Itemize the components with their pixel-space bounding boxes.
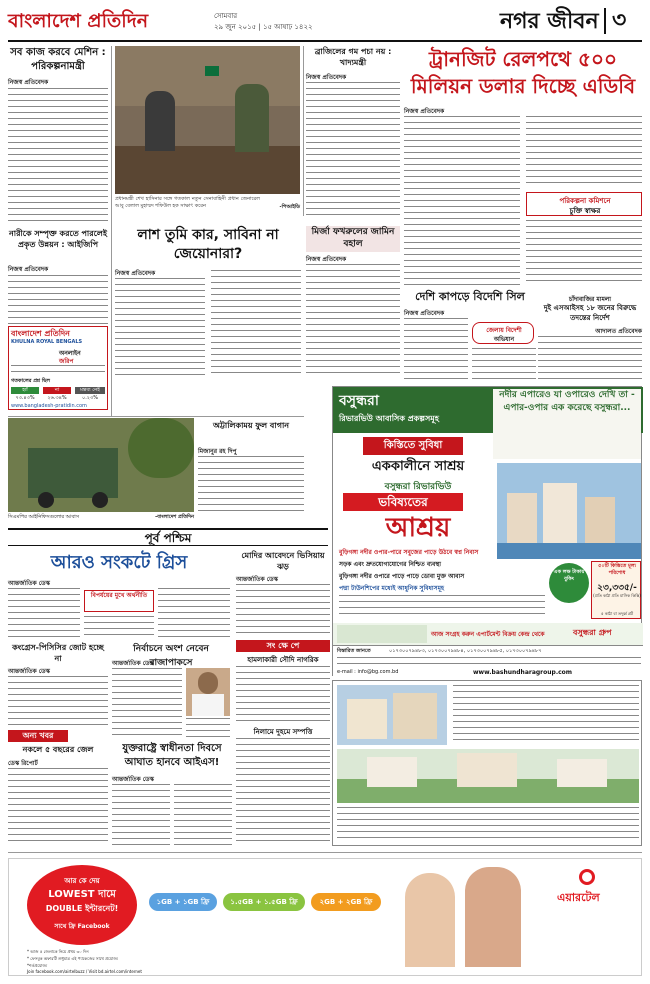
page-number: ৩	[612, 8, 627, 33]
story-modi	[236, 550, 330, 638]
truck-photo	[8, 418, 194, 512]
story-sabina	[115, 226, 301, 376]
strip-building-2	[393, 693, 437, 739]
story-chandpur	[538, 294, 642, 384]
model-1	[405, 873, 455, 967]
photo-wheel-1	[38, 492, 54, 508]
sangkhepe-text-1	[236, 666, 330, 722]
date-weekday: সোমবার	[214, 12, 238, 20]
airtel-line3: DOUBLE ইন্টারনেট!	[45, 904, 119, 913]
ad-contact-band	[333, 645, 643, 677]
contact-website[interactable]: www.bashundharagroup.com	[473, 669, 573, 676]
byline: নিজস্ব প্রতিবেদক	[404, 310, 445, 317]
plot-note: ৫ কাঠা বা তদূর্ধ্ব প্লট	[600, 611, 634, 616]
story-women-safety	[8, 228, 108, 324]
body-text	[198, 456, 304, 512]
section-rule	[8, 416, 304, 417]
ad-booking-circle	[549, 563, 589, 603]
headline: দেশি কাপড়ে বিদেশি সিল	[415, 290, 525, 303]
bullet-2: সড়ক এবং দ্রুতযোগাযোগের নিশ্চিত ব্যবস্থা	[339, 561, 441, 568]
callout-line2: অভিযান	[493, 336, 515, 343]
ad-logo-badges	[337, 625, 427, 643]
ad-riverview: বসুন্ধরা রিভারভিউ	[384, 482, 452, 492]
ad-project: রিভারভিউ আবাসিক প্রকল্পসমূহ	[339, 414, 439, 423]
greece-callout: বিপর্যয়ের মুখে অর্থনীতি	[84, 590, 154, 612]
transit-callout	[526, 192, 642, 216]
anya-label: অন্য খবর	[8, 730, 68, 742]
headline: নির্বাচনে অংশ নেবেন রাজাপাকসে	[133, 644, 209, 668]
body-text-col1	[115, 278, 205, 376]
bashundhara-ad[interactable]	[332, 386, 642, 676]
sangkhepe-text-2	[236, 738, 330, 846]
story-congress	[8, 642, 108, 728]
poll-question	[11, 365, 105, 377]
photo-flag	[205, 66, 219, 76]
ad-photo-strip	[337, 685, 447, 745]
bullet-4: পদ্মা টাউনশিপের মধ্যেই আধুনিক সুবিধাসমূহ	[339, 585, 445, 592]
airtel-footnote-1: * আজ ৫ জেলাকে নিয়ে প্রথম ৩০ দিন	[27, 949, 89, 954]
poll-yes: হ্যাঁ	[11, 387, 39, 394]
ad-cta[interactable]: আজ সংগ্রহ করুন এপার্টমেন্ট বিক্রয় কেন্দ্র থেকে	[431, 631, 545, 638]
airtel-url[interactable]: Join facebook.com/airtelbuzz / Visit bd.airtel.com/internet	[27, 969, 142, 974]
callout-line1: পরিকল্পনা কমিশনে	[559, 197, 611, 205]
body-text	[538, 336, 642, 384]
poll-subtitle: KHULNA ROYAL BENGALS	[11, 339, 83, 345]
ad-bullets-area	[339, 547, 545, 617]
headline: ব্রাজিলের গম পচা নয় : খাদ্যমন্ত্রী	[314, 47, 392, 67]
body-text-col1	[112, 784, 170, 846]
body-text-col1	[404, 116, 520, 286]
airtel-pack-2[interactable]: ১.৫GB + ১.৫GB ফ্রি	[223, 893, 305, 911]
rajapaksa-photo	[186, 668, 230, 716]
airtel-pack-3[interactable]: ২GB + ২GB ফ্রি	[311, 893, 381, 911]
byline: আন্তর্জাতিক ডেস্ক	[236, 576, 278, 583]
kicker: চাঁদাবাজির মামলা	[568, 296, 612, 303]
booking-text: এক লক্ষ টাকায় বুকিং	[553, 569, 585, 582]
body-text-b	[472, 348, 536, 384]
body-text-col2	[174, 784, 232, 846]
callout-line1: জেলায় বিদেশী	[486, 327, 522, 334]
headline: কংগ্রেস-পিসিসির জোট হচ্ছে না	[12, 643, 104, 663]
paper-name: বাংলাদেশ প্রতিদিন	[8, 10, 149, 32]
airtel-ad[interactable]	[8, 858, 642, 976]
body-text	[8, 768, 108, 846]
poll-result-label: গতকালের প্রশ্ন ছিল	[11, 378, 51, 384]
price-note: (প্রতি কাঠা প্রতি মাসিক কিস্তি)	[593, 593, 641, 598]
contact-phones[interactable]: ০১৭৩০০৭৯৪৮৩, ০১৭৩০০৭৯৪৮৪, ০১৭৩০০৭৯৪৮৫, ০১৭৩০০৭৯৪৮৭	[389, 648, 542, 654]
ad-slogan: নদীর এপারেও যা ওপারেও দেখি তা - এপার-ওপার এক করেছে বসুন্ধরা...	[493, 389, 641, 459]
airtel-logo-icon	[579, 869, 595, 885]
airtel-circle	[27, 865, 137, 945]
section-heading: পূর্ব পশ্চিম	[144, 531, 192, 545]
ad-brand: বসুন্ধরা	[339, 393, 379, 409]
ad-tagline: এককালীনে সাশ্রয়	[371, 459, 465, 474]
headline: মোদির আবেদনে ভিসিয়ায় ঝড়	[241, 551, 325, 571]
byline: ডেস্ক রিপোর্ট	[8, 760, 38, 767]
body-text-col2	[84, 616, 154, 638]
body-text-col2a	[526, 116, 642, 188]
headline: সব কাজ করবে মেশিন : পরিকল্পনামন্ত্রী	[10, 47, 106, 72]
poll-line2: জরিপ	[59, 358, 74, 365]
headline: ট্রানজিট রেলপথে ৫০০ মিলিয়ন ডলার দিচ্ছে এডিবি	[410, 47, 636, 98]
byline: নিজস্ব প্রতিবেদক	[8, 266, 49, 273]
story-transit	[404, 46, 642, 286]
bullet-3: বুড়িগঙ্গা নদীর ওপারে পাড়ে পাড়ে ডোবা মুক্ত আবাস	[339, 573, 465, 580]
body-text-col2b	[526, 220, 642, 286]
poll-url[interactable]: www.bangladesh-pratidin.com	[11, 403, 87, 409]
poll-line1: অনলাইন	[59, 350, 81, 357]
pm-meeting-photo	[115, 46, 300, 194]
airtel-pack-1[interactable]: ১GB + ১GB ফ্রি	[149, 893, 217, 911]
photo-wheel-2	[92, 492, 108, 508]
byline: নিজস্ব প্রতিবেদক	[404, 108, 445, 115]
body-text-b	[186, 718, 230, 740]
body-text-a	[404, 318, 468, 384]
body-text	[112, 668, 182, 740]
byline: নিজস্ব প্রতিবেদক	[115, 270, 156, 277]
headline: দুই এসআইসহ ১৮ জনের বিরুদ্ধে তদন্তের নির্দেশ	[543, 304, 637, 322]
body-text-col3	[158, 588, 230, 638]
body-text	[306, 264, 400, 376]
ad-future-2: আশ্রয়	[385, 513, 451, 543]
byline: নিজস্ব প্রতিবেদক	[306, 256, 347, 263]
airtel-line1: আর কে দেয়	[64, 877, 100, 885]
byline: আন্তর্জাতিক ডেস্ক	[112, 776, 154, 783]
headline: লাশ তুমি কার, সাবিনা না জেয়োনারা?	[137, 227, 279, 262]
photo-head	[198, 672, 218, 694]
poll-no: না	[43, 387, 71, 394]
body-text	[306, 82, 400, 216]
date-line: ২৯ জুন ২০১৫ | ১৫ আষাঢ় ১৪২২	[214, 23, 313, 31]
strip-house-2	[457, 753, 517, 787]
contact-email[interactable]: e-mail : info@bg.com.bd	[337, 669, 399, 675]
online-poll-box	[8, 326, 108, 410]
story-ottalika-block	[8, 418, 304, 516]
photo-person-2	[235, 84, 269, 152]
masthead	[0, 0, 650, 44]
section-divider	[604, 8, 606, 34]
contact-label: বিস্তারিত জানতে	[337, 648, 371, 654]
ad-price-box	[591, 561, 641, 619]
callout-line2: চুক্তি স্বাক্ষর	[569, 207, 601, 215]
headline: অট্টালিকাময় ফুল বাগান	[212, 421, 290, 430]
sangkhepe-item-2: নিলামে দুহমে সম্পত্তি	[253, 728, 313, 736]
ad-bottom-band	[333, 623, 643, 645]
photo-person-1	[145, 91, 175, 151]
headline: মির্জা ফখরুলের জামিন বহাল	[306, 226, 400, 252]
story-mirza	[306, 226, 400, 376]
ad-building-render	[497, 463, 641, 559]
body-text-col1	[8, 588, 80, 638]
photo-truck	[28, 448, 118, 498]
model-2	[465, 867, 521, 967]
body-text	[8, 676, 108, 728]
sangkhepe-label: সং ক্ষে পে	[266, 641, 300, 650]
byline: আন্তর্জাতিক ডেস্ক	[8, 668, 50, 675]
poll-title: বাংলাদেশ প্রতিদিন	[11, 329, 70, 338]
photo-caption: প্রধানমন্ত্রী শেখ হাসিনার সঙ্গে গতকাল নতুন সেনাবাহিনী প্রধান জেনারেল আবু বেলাল মুহাম্মদ শফিউল হক সাক্ষাৎ করেন	[115, 196, 260, 209]
photo-credit: -পিআইডি	[279, 204, 300, 210]
byline: নিজস্ব প্রতিবেদক	[306, 74, 347, 81]
airtel-brand: এয়ারটেল	[557, 891, 600, 904]
byline: নিজস্ব প্রতিবেদক	[8, 79, 49, 86]
deshi-callout	[472, 322, 534, 344]
price-label: ৫০টি কিস্তিতে মূল্য পরিশোধ	[598, 563, 636, 576]
page-bottom-rule	[8, 852, 642, 853]
price-value: ২৩,৩৩৫/-	[597, 583, 637, 593]
airtel-line4: সাথে ফ্রি Facebook	[54, 923, 110, 930]
airtel-footnote-3: *শর্তপ্রযোজ্য	[27, 963, 48, 968]
ad-future-1: ভবিষ্যতের	[343, 493, 463, 511]
body-text-col2	[211, 270, 301, 376]
sangkhepe-block	[236, 640, 330, 652]
poll-pct-none: ০.২৩%	[81, 395, 99, 401]
story-greece	[8, 550, 230, 638]
story-deshi	[404, 288, 536, 384]
ottalika-caption: সিএমপির আইনিফিসগুলোর আবাস	[8, 514, 80, 520]
render-building-1	[507, 493, 537, 543]
column-rule	[111, 46, 112, 416]
ad-photo-strip-2	[337, 749, 639, 803]
story-pm-machine	[8, 46, 108, 222]
ad-lower-text-1	[453, 685, 639, 745]
poll-pct-no: ২৬.৩৪%	[47, 395, 67, 401]
byline: মিজানুর রহ দিপু	[198, 448, 237, 455]
bullet-1: বুড়িগঙ্গা নদীর ওপার-পারে সবুজের পাড়ে উঠবে স্বপ্ন নিবাস	[339, 549, 479, 556]
story-brazil-wheat	[306, 46, 400, 216]
strip-house-1	[367, 757, 417, 787]
body-text	[236, 584, 330, 638]
headline: যুক্তরাষ্ট্রে স্বাধীনতা দিবসে আঘাত হানবে আইএস!	[122, 743, 222, 768]
byline: আন্তর্জাতিক ডেস্ক	[8, 580, 50, 587]
headline: নকলে ৫ বছরের জেল	[22, 745, 94, 754]
photo-tree	[128, 418, 194, 478]
byline: আন্তর্জাতিক ডেস্ক	[112, 660, 154, 667]
ad-group: বসুন্ধরা গ্রুপ	[573, 628, 612, 637]
ad-ribbon: কিস্তিতে সুবিধা	[363, 437, 463, 455]
airtel-models	[395, 867, 545, 967]
headline: আরও সংকটে গ্রিস	[50, 552, 188, 573]
strip-building	[347, 699, 387, 739]
photo-body	[192, 694, 224, 716]
render-building-3	[585, 497, 615, 543]
story-rajapaksa	[112, 642, 230, 740]
sangkhepe-item-1: হামলাকারী সৌদি নাগরিক	[247, 656, 319, 664]
strip-house-3	[557, 759, 607, 787]
section-name: নগর জীবন	[500, 8, 599, 34]
masthead-rule	[8, 40, 642, 42]
poll-no-comment: মন্তব্য নেই	[75, 387, 105, 394]
headline: নারীকে সম্পৃক্ত করতে পারলেই প্রকৃত উন্নয়ন : আইজিপি	[9, 229, 107, 249]
story-anya	[8, 730, 108, 846]
body-text	[8, 88, 108, 222]
section-heading-bar	[8, 528, 328, 546]
byline: আদালত প্রতিবেদক	[595, 328, 642, 335]
airtel-line2: LOWEST দামে	[48, 889, 116, 900]
ad-lower-text-2	[337, 807, 639, 843]
ottalika-credit: -বাংলাদেশ প্রতিদিন	[155, 514, 194, 520]
airtel-footnote-2: * ফেসবুক অফারটি শুধুমাত্র এই প্যাকেজের সাথে প্রযোজ্য	[27, 956, 118, 961]
render-building-2	[543, 483, 577, 543]
column-rule	[303, 46, 304, 216]
photo-desk	[115, 146, 300, 194]
poll-pct-yes: ৭৩.৪৩%	[15, 395, 35, 401]
photo-wall	[115, 46, 300, 106]
bullet-details	[339, 595, 545, 617]
body-text	[8, 275, 108, 324]
right-lower-block	[332, 680, 642, 846]
contact-address	[337, 657, 641, 669]
